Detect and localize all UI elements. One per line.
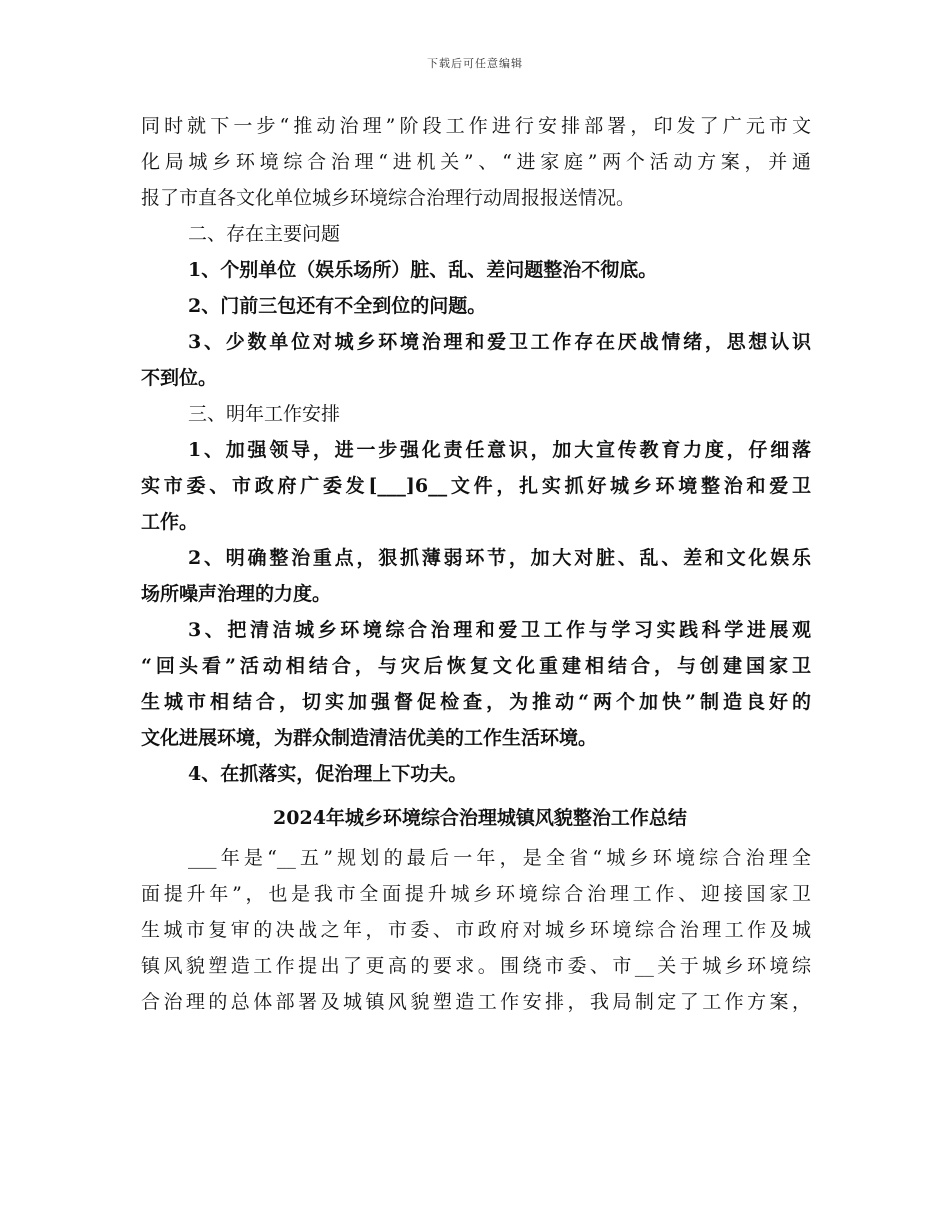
page-header: 下载后可任意编辑 bbox=[427, 57, 523, 70]
text-line: 1、加强领导，进一步强化责任意识，加大宣传教育力度，仔细落 bbox=[188, 439, 811, 461]
text-line: 报了市直各文化单位城乡环境综合治理行动周报报送情况。 bbox=[141, 187, 636, 209]
text-line: 面提升年”，也是我市全面提升城乡环境综合治理工作、迎接国家卫 bbox=[141, 883, 811, 905]
list-item bbox=[141, 432, 811, 540]
document-title: 2024年城乡环境综合治理城镇风貌整治工作总结 bbox=[273, 807, 687, 829]
text-line: 化局城乡环境综合治理“进机关”、“进家庭”两个活动方案，并通 bbox=[141, 151, 811, 173]
text-line: 实市委、市政府广委发[___]6__文件，扎实抓好城乡环境整治和爱卫 bbox=[141, 475, 811, 497]
text-line: 合治理的总体部署及城镇风貌塑造工作安排，我局制定了工作方案， bbox=[141, 991, 811, 1013]
paragraph-intro bbox=[141, 108, 811, 216]
list-item bbox=[141, 540, 811, 612]
section-heading-problems: 二、存在主要问题 bbox=[188, 223, 341, 245]
text-line: 同时就下一步“推动治理”阶段工作进行安排部署，印发了广元市文 bbox=[141, 115, 811, 137]
text-line: 3、少数单位对城乡环境治理和爱卫工作存在厌战情绪，思想认识 bbox=[188, 331, 811, 353]
text-line: 生城市复审的决战之年，市委、市政府对城乡环境综合治理工作及城 bbox=[141, 919, 811, 941]
list-item: 4、在抓落实，促治理上下功夫。 bbox=[188, 763, 468, 785]
list-item bbox=[141, 324, 811, 396]
list-item: 1、个别单位（娱乐场所）脏、乱、差问题整治不彻底。 bbox=[188, 259, 658, 281]
text-line: 2、明确整治重点，狠抓薄弱环节，加大对脏、乱、差和文化娱乐 bbox=[188, 547, 811, 569]
text-line: “回头看”活动相结合，与灾后恢复文化重建相结合，与创建国家卫 bbox=[141, 655, 811, 677]
text-line: 镇风貌塑造工作提出了更高的要求。围绕市委、市__关于城乡环境综 bbox=[141, 955, 811, 977]
list-item bbox=[141, 612, 811, 756]
section-heading-plans: 三、明年工作安排 bbox=[188, 403, 341, 425]
text-line: 3、把清洁城乡环境综合治理和爱卫工作与学习实践科学进展观 bbox=[188, 619, 811, 641]
document-body bbox=[141, 108, 811, 1020]
list-item: 2、门前三包还有不全到位的问题。 bbox=[188, 295, 487, 317]
text-line: 文化进展环境，为群众制造清洁优美的工作生活环境。 bbox=[141, 727, 598, 749]
text-line: 生城市相结合，切实加强督促检查，为推动“两个加快”制造良好的 bbox=[141, 691, 811, 713]
text-line: 场所噪声治理的力度。 bbox=[141, 583, 332, 605]
text-line: ___年是“__五”规划的最后一年，是全省“城乡环境综合治理全 bbox=[188, 847, 811, 869]
text-line: 工作。 bbox=[141, 511, 199, 533]
text-line: 不到位。 bbox=[141, 367, 218, 389]
paragraph-summary bbox=[141, 840, 811, 1020]
